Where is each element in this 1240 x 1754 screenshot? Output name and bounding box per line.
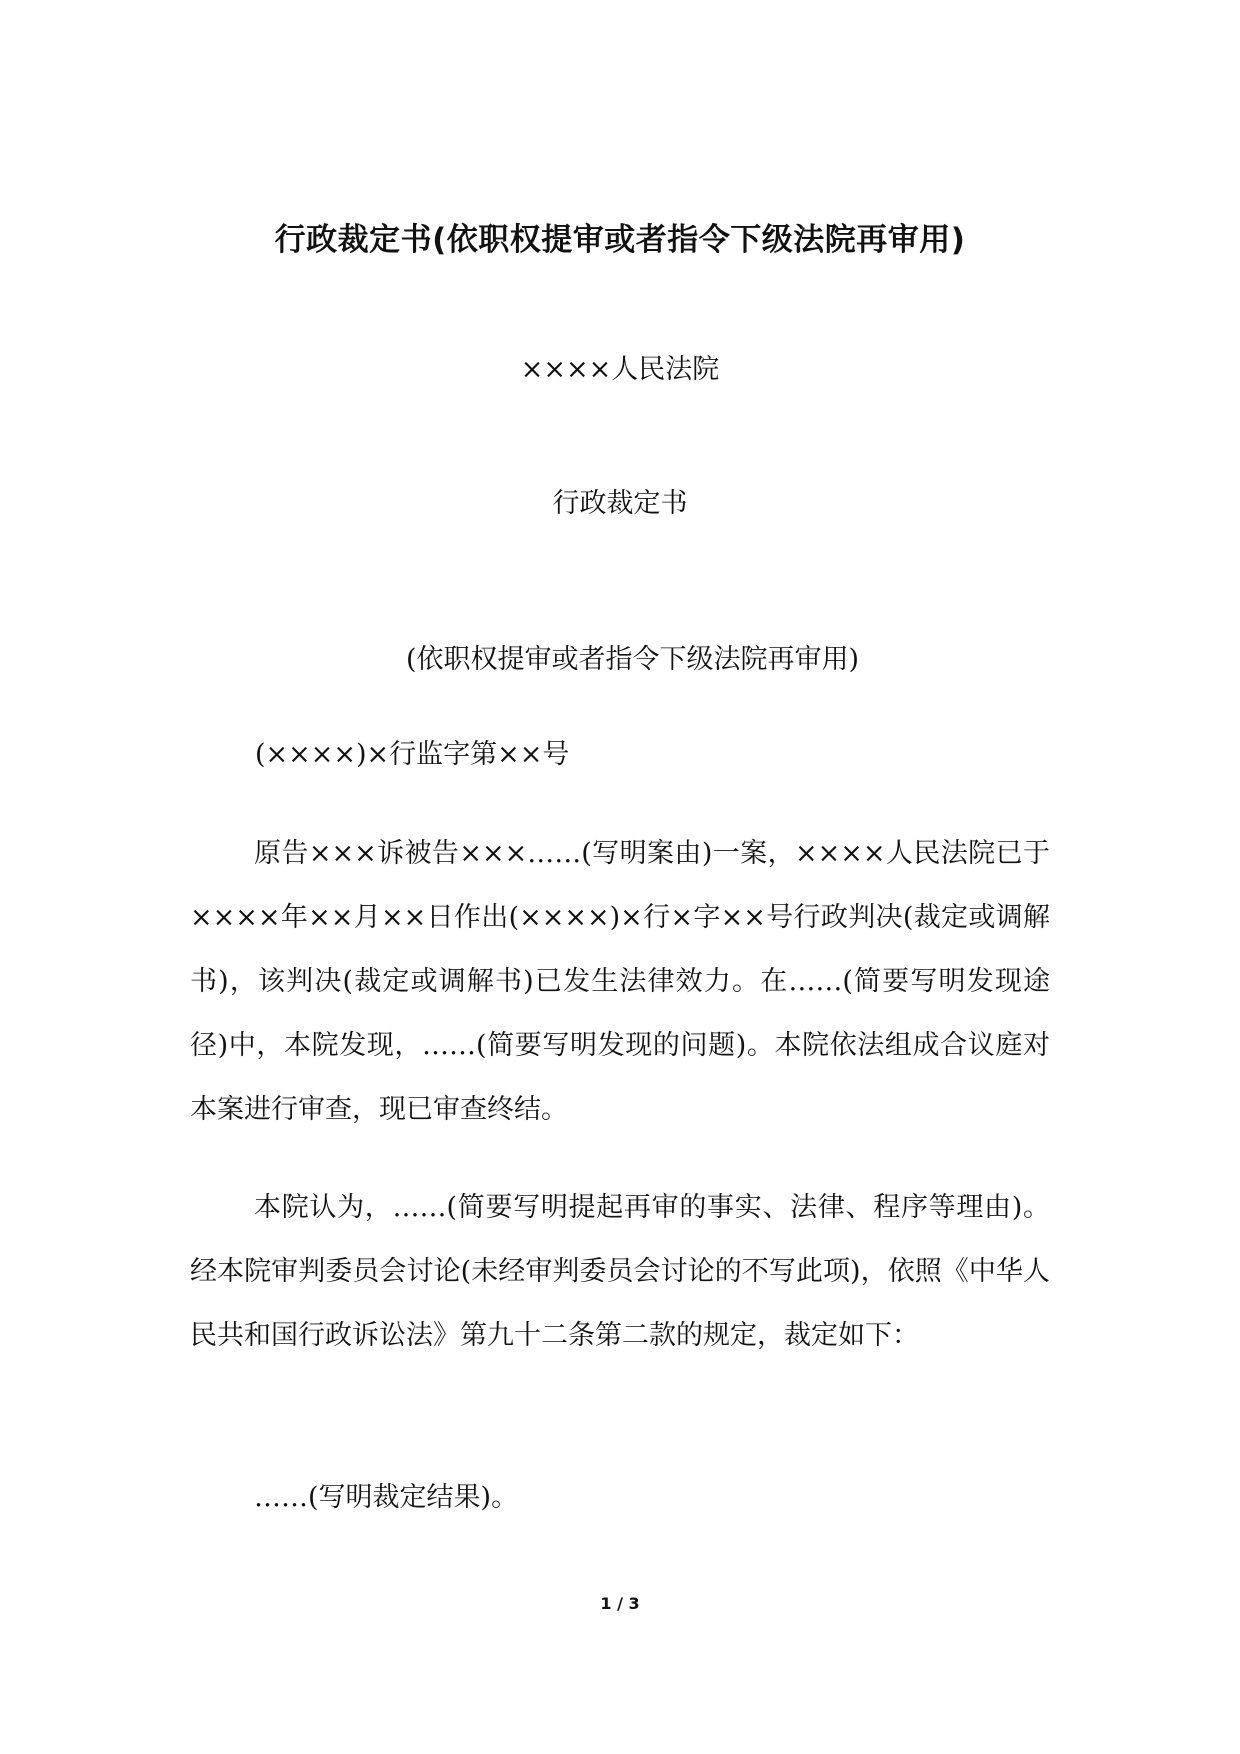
body-paragraph-ruling: ……(写明裁定结果)。 [254,1482,519,1513]
court-name: ××××人民法院 [520,354,720,385]
case-number: (××××)×行监字第××号 [255,739,570,770]
body-paragraph-reasoning: 本院认为，……(简要写明提起再审的事实、法律、程序等理由)。经本院审判委员会讨论(未经审判委员会讨论的不写此项)，依照《中华人民共和国行政诉讼法》第九十二条第二款的规定，裁定如下： [190,1192,1050,1351]
usage-note: (依职权提审或者指令下级法院再审用) [406,644,860,675]
body-paragraph-facts: 原告×××诉被告×××……(写明案由)一案，××××人民法院已于××××年××月××日作出(××××)×行×字××号行政判决(裁定或调解书)，该判决(裁定或调解书)已发生法律效力。在……(简要写明发现途径)中，本院发现，……(简要写明发现的问题)。本院依法组成合议庭对本案进行审查，现已审查终结。 [190,838,1050,1125]
document-type: 行政裁定书 [552,488,688,519]
document-title: 行政裁定书(依职权提审或者指令下级法院再审用) [274,222,966,258]
page-indicator: 1 / 3 [600,1594,640,1613]
